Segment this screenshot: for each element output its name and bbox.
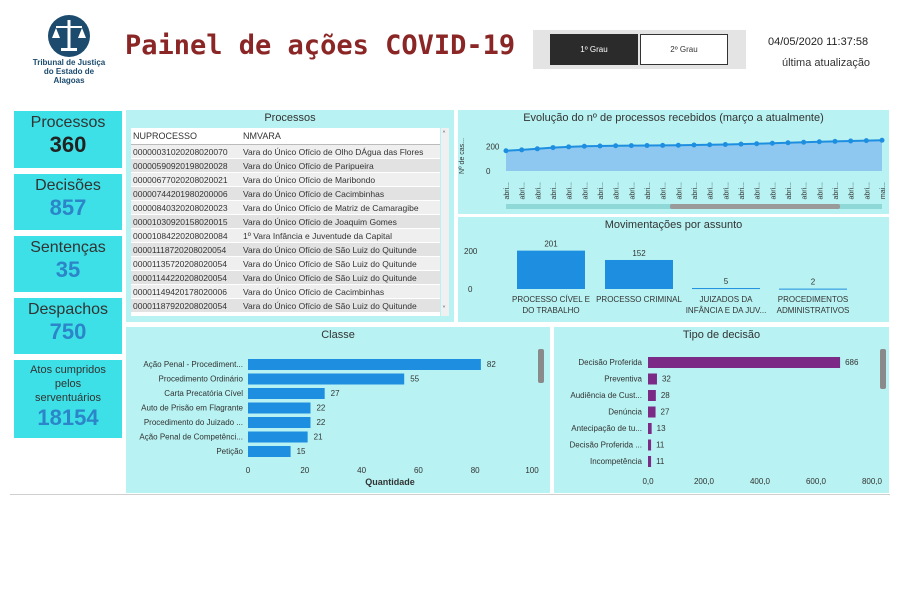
data-label: 13	[656, 424, 666, 433]
grau-selector	[533, 30, 746, 69]
column-header-nuprocesso[interactable]: NUPROCESSO	[133, 131, 198, 141]
data-point	[707, 142, 712, 147]
data-label: 27	[660, 407, 670, 417]
data-label: 55	[410, 374, 420, 384]
data-label: 32	[661, 374, 671, 384]
tipo-decisao-title: Tipo de decisão	[682, 329, 761, 341]
category-label: PROCEDIMENTOS ADMINISTRATIVOS	[776, 295, 850, 315]
x-tick-label: abri...	[707, 182, 715, 200]
bar	[648, 357, 840, 368]
cell-nmvara: Vara do Único Ofício de Matriz de Camaragibe	[243, 202, 419, 213]
table-body	[131, 145, 440, 313]
table-row[interactable]	[131, 187, 440, 201]
y-tick-label: 0	[486, 167, 491, 176]
kpi-value: 360	[49, 132, 87, 157]
data-point	[848, 139, 853, 144]
scroll-down-icon[interactable]: ˅	[442, 305, 446, 314]
x-tick-label: abri...	[676, 182, 684, 200]
cell-nuprocesso: 00001149420178020006	[133, 286, 227, 297]
data-point	[566, 144, 571, 149]
category-label: Procedimento do Juizado ...	[143, 418, 243, 427]
cell-nmvara: Vara do Único Ofício de Cacimbinhas	[243, 188, 385, 199]
category-label: PROCESSO CRIMINAL	[596, 295, 682, 304]
category-label: Preventiva	[604, 374, 642, 384]
data-point	[676, 143, 681, 148]
movimentacoes-title: Movimentações por assunto	[604, 219, 743, 231]
table-row[interactable]	[131, 159, 440, 173]
logo-text-line2: do Estado de Alagoas	[43, 67, 95, 85]
bar	[648, 440, 651, 451]
bar	[692, 288, 760, 289]
grau-2-button[interactable]: 2º Grau	[640, 34, 728, 65]
y-tick-label: 200	[464, 246, 478, 256]
cell-nuprocesso: 00000677020208020021	[133, 174, 228, 185]
kpi-decisoes	[14, 174, 122, 230]
movimentacoes-panel	[458, 217, 889, 322]
x-tick-label: abri...	[754, 182, 762, 200]
data-point	[833, 139, 838, 144]
evolucao-title: Evolução do nº de processos recebidos (março a atualmente)	[523, 112, 824, 124]
cell-nuprocesso: 00000744201980200006	[133, 188, 228, 199]
data-point	[660, 143, 665, 148]
table-row[interactable]	[131, 257, 440, 271]
processos-table	[131, 128, 440, 316]
cell-nuprocesso: 00001135720208020054	[133, 258, 227, 269]
bar	[248, 432, 308, 443]
data-label: 22	[316, 418, 326, 427]
classe-title: Classe	[321, 329, 355, 341]
x-tick-label: abri...	[848, 182, 856, 200]
cell-nmvara: Vara do Único Ofício de Paripueira	[243, 160, 374, 171]
category-label: Incompetência	[589, 457, 642, 466]
x-tick-label: 200,0	[693, 477, 715, 486]
category-label: Auto de Prisão em Flagrante	[141, 403, 243, 413]
x-tick-label: abri...	[801, 182, 809, 200]
bar	[779, 289, 847, 290]
y-tick-label: 200	[486, 142, 500, 152]
data-point	[692, 142, 697, 147]
data-label: 21	[313, 432, 323, 442]
data-point	[645, 143, 650, 148]
table-row[interactable]	[131, 243, 440, 257]
data-point	[551, 145, 556, 150]
data-label: 11	[656, 457, 665, 466]
x-tick-label: 0	[245, 466, 251, 475]
y-axis-label: Nº de cas...	[459, 137, 466, 174]
kpi-sentencas	[14, 236, 122, 292]
cell-nuprocesso: 00001084220208020084	[133, 230, 228, 241]
tipo-decisao-chart	[554, 343, 889, 493]
data-point	[880, 138, 885, 143]
column-header-nmvara[interactable]: NMVARA	[243, 131, 281, 141]
table-row[interactable]	[131, 229, 440, 243]
x-tick-label: abri...	[645, 182, 652, 200]
cell-nmvara: Vara do Único Ofício de Joaquim Gomes	[243, 216, 397, 227]
data-point	[629, 143, 634, 148]
cell-nmvara: Vara do Único Ofício de São Luiz do Quitunde	[243, 272, 417, 283]
tjal-logo	[28, 14, 110, 86]
x-tick-label: abri...	[598, 182, 605, 200]
vertical-scrollbar-thumb	[880, 349, 886, 389]
grau-1-button[interactable]: 1º Grau	[550, 34, 638, 65]
cell-nmvara: Vara do Único Ofício de Olho DÁgua das Flores	[243, 146, 424, 157]
kpi-value: 750	[49, 319, 87, 344]
x-tick-label: abri...	[535, 182, 543, 200]
data-point	[864, 138, 869, 143]
cell-nuprocesso: 00000590920198020028	[133, 160, 228, 171]
kpi-value: 35	[55, 257, 81, 282]
cell-nmvara: Vara do Único Ofício de São Luiz do Quitunde	[243, 258, 417, 269]
horizontal-scrollbar-thumb	[670, 204, 840, 209]
x-tick-label: abri...	[817, 182, 825, 200]
cell-nmvara: Vara do Único Ofício de Maribondo	[243, 174, 376, 185]
data-label: 201	[544, 239, 558, 249]
x-tick-label: 100	[525, 466, 539, 475]
x-tick-label: 600,0	[805, 477, 827, 486]
classe-panel	[126, 327, 550, 493]
x-tick-label: 20	[300, 466, 310, 475]
tipo-decisao-panel	[554, 327, 889, 493]
kpi-processos	[14, 111, 122, 168]
table-row[interactable]	[131, 201, 440, 215]
bottom-divider	[10, 494, 890, 495]
kpi-label: Atos cumpridos pelos serventuários	[30, 364, 106, 404]
movimentacoes-chart	[458, 231, 889, 321]
data-point	[535, 146, 540, 151]
cell-nuprocesso: 00001187920208020054	[133, 300, 227, 311]
x-tick-label: 40	[357, 466, 367, 475]
y-tick-label: 0	[468, 285, 473, 294]
cell-nuprocesso: 00001030920158020015	[133, 216, 228, 227]
kpi-label: Sentenças	[30, 239, 106, 256]
data-label: 152	[632, 248, 646, 258]
logo-text-line1: Tribunal de Justiça	[32, 58, 106, 67]
data-label: 2	[810, 277, 816, 287]
processos-title: Processos	[264, 112, 316, 124]
category-label: Decisão Proferida ...	[569, 440, 642, 450]
data-point	[817, 139, 822, 144]
bar	[248, 359, 481, 370]
cell-nuprocesso: 00000840320208020023	[133, 202, 228, 213]
table-row[interactable]	[131, 285, 440, 299]
bar	[648, 423, 652, 434]
kpi-label: Processos	[30, 114, 106, 131]
x-tick-label: abri...	[582, 182, 590, 200]
data-point	[519, 147, 524, 152]
category-label: Petição	[216, 447, 243, 456]
bar	[517, 251, 585, 289]
bar	[248, 374, 404, 385]
data-point	[739, 142, 744, 147]
kpi-value: 18154	[37, 405, 99, 430]
table-scrollbar[interactable]	[441, 128, 449, 316]
cell-nmvara: Vara do Único Ofício de São Luiz do Quitunde	[243, 244, 417, 255]
kpi-despachos	[14, 298, 122, 354]
bar	[648, 390, 656, 401]
evolucao-chart	[458, 124, 889, 214]
scroll-up-icon[interactable]: ˄	[442, 130, 446, 139]
data-point	[786, 140, 791, 145]
cell-nmvara: Vara do Único Ofício de Cacimbinhas	[243, 286, 385, 297]
data-label: 22	[316, 403, 326, 413]
data-point	[770, 141, 775, 146]
data-label: 27	[330, 389, 340, 398]
data-label: 15	[296, 447, 306, 456]
cell-nuprocesso: 00000031020208020070	[133, 146, 228, 157]
data-point	[754, 141, 759, 146]
x-tick-label: abri...	[629, 182, 637, 200]
x-tick-label: 0,0	[642, 477, 654, 486]
table-header	[131, 128, 440, 145]
tjal-emblem-icon	[47, 14, 91, 58]
data-point	[723, 142, 728, 147]
data-point	[582, 144, 587, 149]
x-tick-label: 80	[470, 466, 480, 475]
x-tick-label: 60	[413, 466, 423, 475]
bar	[605, 260, 673, 289]
cell-nuprocesso: 00001118720208020054	[133, 244, 227, 255]
kpi-atos-cumpridos	[14, 360, 122, 438]
cell-nmvara: Vara do Único Ofício de São Luiz do Quitunde	[243, 300, 417, 311]
category-label: Denúncia	[608, 407, 642, 417]
kpi-label: Despachos	[27, 301, 109, 318]
category-label: Audiência de Cust...	[570, 391, 642, 400]
data-label: 11	[656, 440, 665, 450]
category-label: Procedimento Ordinário	[158, 374, 243, 384]
table-row[interactable]	[131, 173, 440, 187]
table-row[interactable]	[131, 145, 440, 159]
bar	[248, 388, 325, 399]
x-tick-label: abri...	[692, 182, 699, 200]
data-label: 82	[486, 360, 496, 369]
page-title: Painel de ações COVID-19	[125, 30, 516, 61]
category-label: Ação Penal de Competênci...	[139, 432, 243, 442]
x-tick-label: abri...	[519, 182, 527, 200]
evolucao-panel	[458, 110, 889, 214]
x-tick-label: abri...	[770, 182, 778, 200]
category-label: JUIZADOS DA INFÂNCIA E DA JUV...	[685, 295, 767, 315]
x-tick-label: abri...	[566, 182, 574, 200]
bar	[648, 407, 656, 418]
data-point	[801, 140, 806, 145]
table-row[interactable]	[131, 299, 440, 313]
table-row[interactable]	[131, 215, 440, 229]
x-tick-label: abri...	[833, 182, 840, 200]
category-label: Ação Penal - Procediment...	[143, 360, 243, 369]
kpi-label: Decisões	[35, 177, 101, 194]
kpi-value: 857	[49, 195, 87, 220]
category-label: Decisão Proferida	[578, 358, 642, 367]
last-update-datetime: 04/05/2020 11:37:58	[768, 36, 869, 48]
bar	[648, 456, 651, 467]
x-tick-label: 800,0	[861, 477, 883, 486]
cell-nuprocesso: 00001144220208020054	[133, 272, 227, 283]
x-tick-label: 400,0	[749, 477, 771, 486]
x-axis-label: Quantidade	[365, 477, 415, 487]
bar	[248, 446, 291, 457]
data-label: 28	[660, 391, 670, 400]
x-tick-label: abri...	[786, 182, 793, 200]
data-label: 686	[845, 358, 859, 367]
x-tick-label: abri...	[551, 182, 558, 200]
x-tick-label: abri...	[660, 182, 668, 200]
table-row[interactable]	[131, 271, 440, 285]
category-label: Antecipação de tu...	[571, 424, 642, 433]
vertical-scrollbar-thumb	[538, 349, 544, 383]
bar	[248, 403, 310, 414]
category-label: PROCESSO CÍVEL E DO TRABALHO	[512, 295, 590, 315]
x-tick-label: abri...	[864, 182, 872, 200]
data-point	[504, 148, 509, 153]
bar	[248, 417, 310, 428]
cell-nmvara: 1º Vara Infância e Juventude da Capital	[243, 230, 392, 241]
x-tick-label: abri...	[504, 182, 511, 200]
x-tick-label: abri...	[739, 182, 746, 200]
data-point	[613, 143, 618, 148]
last-update-label: última atualização	[782, 57, 871, 69]
data-label: 5	[723, 277, 729, 287]
x-tick-label: mai...	[880, 182, 887, 200]
classe-chart	[126, 343, 550, 493]
x-tick-label: abri...	[613, 182, 621, 200]
category-label: Carta Precatória Cível	[164, 389, 243, 398]
bar	[648, 374, 657, 385]
x-tick-label: abri...	[723, 182, 731, 200]
data-point	[598, 143, 603, 148]
